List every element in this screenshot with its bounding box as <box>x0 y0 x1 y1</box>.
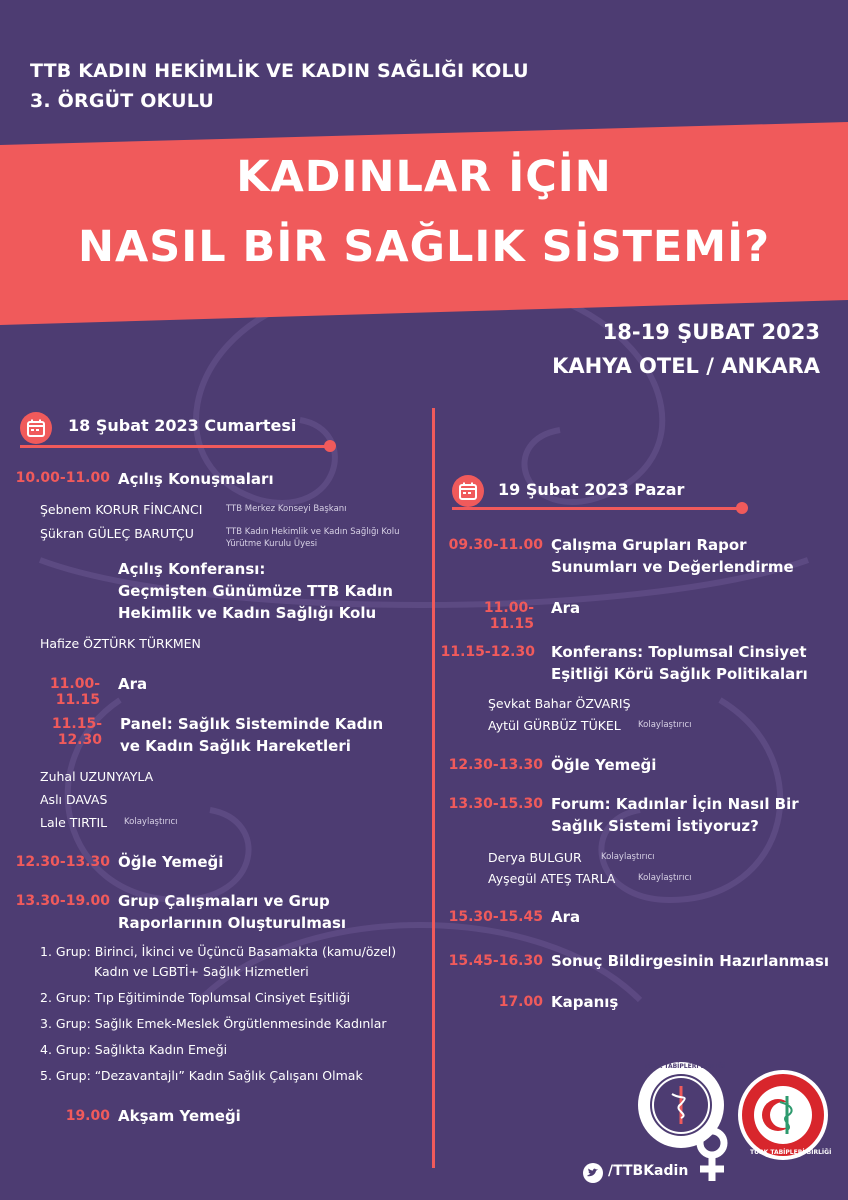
venus-symbol-icon <box>690 1125 740 1185</box>
day2-s1-event-line2: Sunumları ve Değerlendirme <box>551 558 794 576</box>
day2-s8-event: Kapanış <box>551 993 619 1011</box>
day1-s5-event-line2: Raporlarının Oluşturulması <box>118 914 347 932</box>
caduceus-icon <box>654 1078 708 1132</box>
twitter-icon <box>583 1163 603 1183</box>
day1-group4: 4. Grup: Sağlıkta Kadın Emeği <box>40 1042 228 1057</box>
day1-s4-time: 12.30-13.30 <box>15 854 110 870</box>
day2-s6-time: 15.30-15.45 <box>448 909 543 925</box>
crescent-caduceus-icon <box>754 1086 812 1144</box>
day2-underline-cap <box>736 502 748 514</box>
day2-s1-event-line1: Çalışma Grupları Rapor <box>551 536 747 554</box>
main-title-line1: KADINLAR İÇİN <box>236 152 612 202</box>
day1-group3: 3. Grup: Sağlık Emek-Meslek Örgütlenmesinde Kadınlar <box>40 1016 387 1031</box>
organizer-title: TTB KADIN HEKİMLİK VE KADIN SAĞLIĞI KOLU <box>30 60 529 82</box>
day1-s2-time: 11.00-11.15 <box>49 676 100 708</box>
day1-conf-speaker: Hafize ÖZTÜRK TÜRKMEN <box>40 636 201 651</box>
day1-s1-speaker1-role: TTB Merkez Konseyi Başkanı <box>226 504 347 514</box>
day1-s1-event: Açılış Konuşmaları <box>118 470 274 488</box>
day2-s3-event-line2: Eşitliği Körü Sağlık Politikaları <box>551 665 808 683</box>
day1-conf-line2: Geçmişten Günümüze TTB Kadın <box>118 582 393 600</box>
day1-s4-event: Öğle Yemeği <box>118 853 224 871</box>
day1-title: 18 Şubat 2023 Cumartesi <box>68 416 297 435</box>
day2-s5-speaker2: Ayşegül ATEŞ TARLA <box>488 871 616 886</box>
day1-s1-speaker2: Şükran GÜLEÇ BARUTÇU <box>40 526 194 541</box>
day1-group5: 5. Grup: “Dezavantajlı” Kadın Sağlık Çalışanı Olmak <box>40 1068 363 1083</box>
day1-s6-time: 19.00 <box>65 1108 110 1124</box>
day1-s3-event-line1: Panel: Sağlık Sisteminde Kadın <box>120 715 384 733</box>
day2-s3-time: 11.15-12.30 <box>440 644 535 660</box>
day2-s4-event: Öğle Yemeği <box>551 756 657 774</box>
day2-s3-speaker1: Şevkat Bahar ÖZVARIŞ <box>488 696 631 711</box>
event-place: KAHYA OTEL / ANKARA <box>552 354 820 378</box>
day2-underline <box>452 507 742 510</box>
day2-s2-event: Ara <box>551 599 581 617</box>
logo1-text: TÜRK TABİPLERİ BİRLİĞİ <box>644 1063 726 1070</box>
day1-s6-event: Akşam Yemeği <box>118 1107 241 1125</box>
day1-s1-speaker1: Şebnem KORUR FİNCANCI <box>40 502 203 517</box>
day1-group1-line2: Kadın ve LGBTİ+ Sağlık Hizmetleri <box>94 964 309 979</box>
day2-s3-speaker2: Aytül GÜRBÜZ TÜKEL <box>488 718 621 733</box>
main-title-line2: NASIL BİR SAĞLIK SİSTEMİ? <box>77 222 771 272</box>
day1-s5-event-line1: Grup Çalışmaları ve Grup <box>118 892 330 910</box>
day1-conf-line3: Hekimlik ve Kadın Sağlığı Kolu <box>118 604 377 622</box>
day2-s4-time: 12.30-13.30 <box>448 757 543 773</box>
day1-group2: 2. Grup: Tıp Eğitiminde Toplumsal Cinsiyet Eşitliği <box>40 990 351 1005</box>
day2-s6-event: Ara <box>551 908 581 926</box>
school-title: 3. ÖRGÜT OKULU <box>30 90 215 112</box>
day2-s3-event-line1: Konferans: Toplumsal Cinsiyet <box>551 643 807 661</box>
day1-s3-speaker3: Lale TIRTIL <box>40 815 108 830</box>
calendar-icon <box>452 475 484 507</box>
day1-s3-speaker2: Aslı DAVAS <box>40 792 108 807</box>
day1-s3-speaker1: Zuhal UZUNYAYLA <box>40 769 154 784</box>
day2-s5-event-line2: Sağlık Sistemi İstiyoruz? <box>551 817 759 835</box>
day1-s3-time: 11.15-12.30 <box>51 716 102 748</box>
day2-s1-time: 09.30-11.00 <box>448 537 543 553</box>
day2-s5-speaker1: Derya BULGUR <box>488 850 582 865</box>
day1-underline <box>20 445 330 448</box>
day2-s7-time: 15.45-16.30 <box>448 953 543 969</box>
day2-s3-speaker2-role: Kolaylaştırıcı <box>638 720 692 730</box>
day2-s5-event-line1: Forum: Kadınlar İçin Nasıl Bir <box>551 795 799 813</box>
column-divider <box>432 408 435 1168</box>
day1-s5-time: 13.30-19.00 <box>15 893 110 909</box>
day1-conf-line1: Açılış Konferansı: <box>118 560 266 578</box>
turkish-medical-association-logo <box>738 1070 832 1160</box>
calendar-icon <box>20 412 52 444</box>
event-date: 18-19 ŞUBAT 2023 <box>602 320 820 344</box>
day2-s2-time: 11.00-11.15 <box>483 600 534 632</box>
day2-s7-event: Sonuç Bildirgesinin Hazırlanması <box>551 952 829 970</box>
tmb-logo-center <box>754 1086 812 1144</box>
day2-s8-time: 17.00 <box>498 994 543 1010</box>
day2-s5-speaker2-role: Kolaylaştırıcı <box>638 873 692 883</box>
twitter-handle[interactable]: /TTBKadin <box>608 1163 689 1179</box>
day2-title: 19 Şubat 2023 Pazar <box>498 480 685 499</box>
day1-s1-time: 10.00-11.00 <box>15 470 110 486</box>
day1-underline-cap <box>324 440 336 452</box>
logo2-text: TÜRK TABİPLERİ BİRLİĞİ <box>750 1149 832 1156</box>
day1-s1-speaker2-role-line1: TTB Kadın Hekimlik ve Kadın Sağlığı Kolu <box>226 527 400 537</box>
day1-s2-event: Ara <box>118 675 148 693</box>
day1-s1-speaker2-role-line2: Yürütme Kurulu Üyesi <box>226 539 318 549</box>
day1-group1-line1: 1. Grup: Birinci, İkinci ve Üçüncü Basamakta (kamu/özel) <box>40 944 397 959</box>
day1-s3-speaker3-role: Kolaylaştırıcı <box>124 817 178 827</box>
day2-s5-time: 13.30-15.30 <box>448 796 543 812</box>
ttb-women-logo-center <box>654 1078 708 1132</box>
day2-s5-speaker1-role: Kolaylaştırıcı <box>601 852 655 862</box>
day1-s3-event-line2: ve Kadın Sağlık Hareketleri <box>120 737 351 755</box>
